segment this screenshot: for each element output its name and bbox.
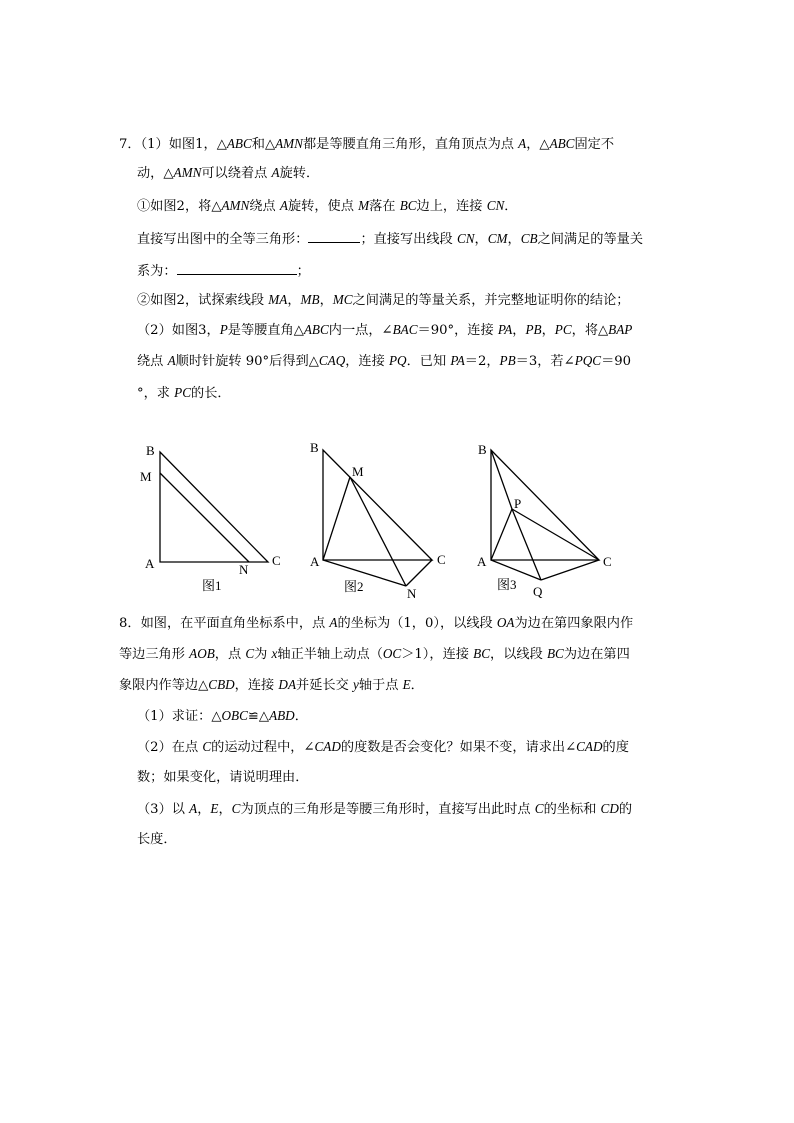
fig3-caption: 图3 — [497, 577, 517, 592]
math-variable: MA — [268, 292, 288, 307]
q7-line-3 — [137, 197, 517, 216]
fig3-label-a: A — [477, 554, 487, 569]
text-run: 象限内作等边△ — [119, 678, 209, 693]
math-variable: BAC — [392, 322, 418, 337]
fig3-label-p: P — [514, 496, 522, 511]
text-run: ， — [474, 232, 488, 247]
figure-3 — [476, 438, 626, 598]
math-variable: OA — [496, 615, 515, 630]
math-variable: C — [202, 739, 212, 754]
text-run: 绕点 — [249, 199, 280, 214]
text-run: 旋转，使点 — [287, 199, 359, 214]
q8-line-4 — [137, 707, 308, 726]
text-run: ＝90°，连接 — [417, 323, 498, 338]
q7-line-6 — [137, 291, 629, 310]
math-variable: PA — [450, 353, 465, 368]
fig3-triangle-abc — [491, 450, 599, 560]
text-run: 并延长交 — [296, 678, 353, 693]
text-run: ，将△ — [571, 323, 609, 338]
math-variable: ABC — [303, 322, 329, 337]
math-variable: C — [245, 646, 255, 661]
text-run: ， — [507, 232, 521, 247]
text-run: 7．（1）如图1，△ — [119, 137, 227, 152]
math-variable: PB — [525, 322, 542, 337]
text-run: ＝3，若∠ — [515, 354, 575, 369]
fig2-label-b: B — [310, 440, 319, 455]
q7-line-9 — [137, 384, 231, 403]
math-variable: CAQ — [318, 353, 346, 368]
math-variable: M — [358, 198, 370, 213]
text-run: 数；如果变化，请说明理由． — [137, 770, 309, 785]
math-variable: AOB — [189, 646, 215, 661]
fig2-triangle-abc — [323, 450, 432, 560]
text-run: 之间满足的等量关 — [537, 232, 644, 247]
text-run: 落在 — [369, 199, 400, 214]
math-variable: PC — [554, 322, 572, 337]
math-variable: ABD — [269, 708, 295, 723]
math-variable: CB — [520, 231, 538, 246]
math-variable: ABC — [226, 136, 252, 151]
math-variable: E — [402, 677, 411, 692]
q7-line-4 — [137, 229, 643, 249]
text-run: ，连接 — [234, 678, 279, 693]
text-run: 的长． — [191, 386, 231, 401]
text-run: ≌△ — [247, 709, 270, 724]
text-run: ， — [287, 293, 301, 308]
text-run: 的坐标和 — [543, 802, 601, 817]
q8-line-1 — [119, 614, 633, 633]
text-run: ②如图2，试探索线段 — [137, 293, 269, 308]
text-run: ；直接写出线段 — [360, 232, 457, 247]
math-variable: CN — [486, 198, 505, 213]
math-variable: BAP — [608, 322, 633, 337]
fig3-segment-pc — [512, 509, 599, 560]
math-variable: BC — [399, 198, 417, 213]
text-run: 系为： — [137, 264, 177, 279]
text-run: 轴正半轴上动点（ — [277, 647, 383, 662]
text-run: 的度数是否会变化？如果不变，请求出∠ — [340, 740, 577, 755]
math-variable: AMN — [173, 165, 202, 180]
text-run: 固定不 — [574, 137, 615, 152]
math-variable: A — [189, 801, 198, 816]
text-run: 为边在第四 — [563, 647, 630, 662]
text-run: 都是等腰直角三角形，直角顶点为点 — [302, 137, 519, 152]
math-variable: PQ — [389, 353, 407, 368]
figure-2 — [306, 438, 456, 601]
q8-line-8 — [137, 831, 177, 849]
math-variable: PB — [499, 353, 516, 368]
text-run: 动，△ — [137, 166, 174, 181]
fig3-label-q: Q — [533, 584, 543, 599]
math-variable: A — [167, 353, 176, 368]
fig1-triangle-abc — [160, 452, 268, 562]
text-run: ．已知 — [406, 354, 451, 369]
math-variable: BC — [546, 646, 564, 661]
fig1-label-b: B — [146, 443, 155, 458]
math-variable: PQC — [574, 353, 602, 368]
q8-line-6 — [137, 769, 308, 787]
text-run: °，求 — [137, 386, 175, 401]
math-variable: A — [329, 615, 338, 630]
text-run: ，连接 — [345, 354, 389, 369]
text-run: 绕点 — [137, 354, 168, 369]
math-variable: MC — [332, 292, 353, 307]
text-run: 是等腰直角△ — [227, 323, 304, 338]
answer-blank — [177, 261, 297, 275]
text-run: 等边三角形 — [119, 647, 190, 662]
math-variable: P — [219, 322, 228, 337]
math-variable: CBD — [208, 677, 235, 692]
math-variable: A — [271, 165, 280, 180]
math-variable: OBC — [221, 708, 248, 723]
text-run: ； — [296, 264, 310, 279]
text-run: 顺时针旋转 90°后得到△ — [175, 354, 319, 369]
text-run: 和△ — [251, 137, 276, 152]
text-run: ， — [218, 802, 232, 817]
q7-line-1 — [119, 135, 614, 154]
math-variable: MB — [300, 292, 320, 307]
math-variable: E — [210, 801, 219, 816]
math-variable: PA — [497, 322, 513, 337]
fig1-label-c: C — [272, 553, 281, 568]
math-variable: PC — [174, 385, 192, 400]
text-run: ， — [197, 802, 211, 817]
text-run: （3）以 — [137, 802, 190, 817]
text-run: 为顶点的三角形是等腰三角形时，直接写出此时点 — [240, 802, 535, 817]
math-variable: A — [279, 198, 288, 213]
text-run: 的 — [618, 802, 633, 817]
text-run: ＝90 — [601, 354, 632, 369]
text-run: 长度． — [137, 832, 177, 847]
math-variable: CN — [456, 231, 475, 246]
q8-line-5 — [137, 738, 629, 757]
math-variable: BC — [473, 646, 491, 661]
fig2-label-c: C — [437, 552, 446, 567]
fig2-segment-mn — [350, 477, 406, 586]
fig1-label-n: N — [239, 562, 249, 577]
text-run: 边上，连接 — [416, 199, 487, 214]
text-run: 为边在第四象限内作 — [514, 616, 634, 631]
math-variable: ABC — [549, 136, 575, 151]
math-variable: OC — [382, 646, 402, 661]
q7-line-5 — [137, 261, 310, 281]
math-variable: CAD — [576, 739, 603, 754]
text-run: ，点 — [214, 647, 246, 662]
text-run: 的运动过程中，∠ — [211, 740, 315, 755]
fig2-segment-an — [323, 560, 406, 586]
q8-line-7 — [137, 800, 632, 819]
figure-1 — [136, 438, 286, 598]
text-run: （2）如图3， — [137, 323, 220, 338]
text-run: ， — [541, 323, 555, 338]
math-variable: A — [518, 136, 527, 151]
text-run: 的坐标为（1，0），以线段 — [337, 616, 497, 631]
math-variable: CAD — [314, 739, 341, 754]
text-run: ， — [512, 323, 526, 338]
math-variable: AMN — [221, 198, 250, 213]
text-run: 的度 — [602, 740, 629, 755]
q8-line-2 — [119, 645, 630, 664]
text-run: ，△ — [526, 137, 550, 152]
fig2-label-m: M — [352, 464, 364, 479]
fig3-segment-pa — [491, 509, 512, 560]
fig1-label-m: M — [140, 469, 152, 484]
math-variable: y — [352, 677, 359, 692]
q7-line-2 — [137, 164, 319, 183]
text-run: 内一点，∠ — [328, 323, 393, 338]
text-run: （1）求证：△ — [137, 709, 222, 724]
fig1-label-a: A — [145, 556, 155, 571]
fig2-caption: 图2 — [344, 579, 364, 594]
text-run: 为 — [254, 647, 272, 662]
text-run: ①如图2，将△ — [137, 199, 222, 214]
text-run: （2）在点 — [137, 740, 203, 755]
q7-line-7 — [137, 321, 632, 340]
fig1-segment-mn — [160, 473, 249, 562]
fig3-segment-pq — [512, 509, 541, 580]
text-run: 旋转． — [279, 166, 320, 181]
text-run: 8．如图，在平面直角坐标系中，点 — [119, 616, 330, 631]
math-variable: CD — [600, 801, 619, 816]
fig2-label-a: A — [310, 554, 320, 569]
fig3-label-b: B — [478, 442, 487, 457]
fig3-label-c: C — [603, 554, 612, 569]
text-run: ． — [410, 678, 424, 693]
fig3-segment-pb — [491, 450, 512, 509]
fig1-caption: 图1 — [202, 578, 222, 593]
text-run: ． — [504, 199, 518, 214]
fig2-segment-am — [323, 477, 350, 560]
q8-line-3 — [119, 676, 424, 695]
text-run: 直接写出图中的全等三角形： — [137, 232, 309, 247]
text-run: 之间满足的等量关系，并完整地证明你的结论； — [352, 293, 630, 308]
fig2-segment-cn — [406, 560, 432, 586]
math-variable: x — [271, 646, 278, 661]
text-run: ，以线段 — [490, 647, 547, 662]
q7-line-8 — [137, 352, 631, 371]
math-variable: CM — [487, 231, 508, 246]
math-variable: C — [534, 801, 544, 816]
text-run: 轴于点 — [358, 678, 403, 693]
text-run: ， — [319, 293, 333, 308]
math-variable: C — [231, 801, 241, 816]
text-run: ＝2， — [464, 354, 500, 369]
text-run: 可以绕着点 — [201, 166, 272, 181]
math-variable: DA — [278, 677, 297, 692]
answer-blank — [308, 229, 360, 243]
fig2-label-n: N — [407, 586, 417, 601]
math-variable: AMN — [275, 136, 303, 151]
text-run: ＞1），连接 — [401, 647, 474, 662]
text-run: ． — [294, 709, 308, 724]
fig3-segment-cq — [541, 560, 599, 580]
